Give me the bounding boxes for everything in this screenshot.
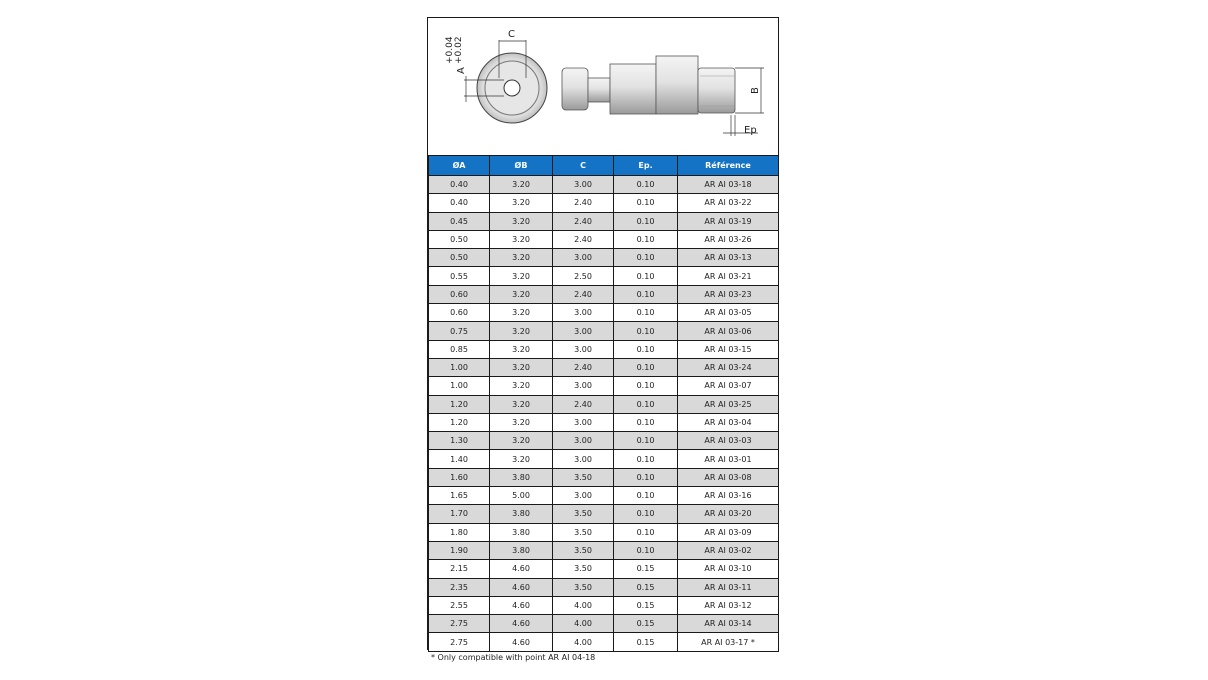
cell-diameter-a: 2.75 bbox=[429, 633, 490, 651]
table-row bbox=[429, 541, 779, 559]
cell-diameter-a: 0.75 bbox=[429, 322, 490, 340]
cell-reference: AR AI 03-20 bbox=[678, 505, 779, 523]
cell-c: 3.50 bbox=[553, 468, 614, 486]
table-row bbox=[429, 377, 779, 395]
cell-diameter-a: 1.90 bbox=[429, 541, 490, 559]
table-row bbox=[429, 413, 779, 431]
cell-ep: 0.15 bbox=[614, 560, 678, 578]
cell-reference: AR AI 03-08 bbox=[678, 468, 779, 486]
table-row bbox=[429, 322, 779, 340]
cell-reference: AR AI 03-10 bbox=[678, 560, 779, 578]
cell-c: 3.50 bbox=[553, 578, 614, 596]
cell-diameter-b: 3.80 bbox=[490, 523, 553, 541]
cell-c: 2.50 bbox=[553, 267, 614, 285]
cell-ep: 0.10 bbox=[614, 285, 678, 303]
cell-diameter-a: 0.50 bbox=[429, 230, 490, 248]
cell-diameter-a: 1.80 bbox=[429, 523, 490, 541]
cell-reference: AR AI 03-13 bbox=[678, 249, 779, 267]
cell-reference: AR AI 03-11 bbox=[678, 578, 779, 596]
cell-reference: AR AI 03-22 bbox=[678, 194, 779, 212]
cell-diameter-a: 1.60 bbox=[429, 468, 490, 486]
table-row bbox=[429, 560, 779, 578]
cell-diameter-a: 1.65 bbox=[429, 487, 490, 505]
table-row bbox=[429, 523, 779, 541]
table-row bbox=[429, 358, 779, 376]
table-row bbox=[429, 596, 779, 614]
cell-diameter-a: 0.50 bbox=[429, 249, 490, 267]
cell-ep: 0.10 bbox=[614, 176, 678, 194]
cell-reference: AR AI 03-04 bbox=[678, 413, 779, 431]
cell-c: 3.50 bbox=[553, 541, 614, 559]
table-row bbox=[429, 615, 779, 633]
cell-diameter-b: 3.80 bbox=[490, 541, 553, 559]
header-diameter-a: ØA bbox=[429, 156, 490, 176]
table-row bbox=[429, 487, 779, 505]
table-row bbox=[429, 194, 779, 212]
cell-diameter-b: 3.20 bbox=[490, 432, 553, 450]
cell-c: 3.50 bbox=[553, 523, 614, 541]
cell-c: 2.40 bbox=[553, 285, 614, 303]
cell-c: 4.00 bbox=[553, 633, 614, 651]
table-row bbox=[429, 285, 779, 303]
cell-diameter-a: 0.40 bbox=[429, 194, 490, 212]
cell-c: 3.00 bbox=[553, 304, 614, 322]
cell-c: 2.40 bbox=[553, 212, 614, 230]
header-reference: Référence bbox=[678, 156, 779, 176]
table-row bbox=[429, 176, 779, 194]
cell-diameter-a: 2.75 bbox=[429, 615, 490, 633]
cell-diameter-b: 3.20 bbox=[490, 413, 553, 431]
cell-reference: AR AI 03-19 bbox=[678, 212, 779, 230]
spec-sheet bbox=[427, 17, 779, 650]
cell-ep: 0.15 bbox=[614, 615, 678, 633]
cell-diameter-a: 1.30 bbox=[429, 432, 490, 450]
cell-reference: AR AI 03-21 bbox=[678, 267, 779, 285]
dimension-label-ep: Ep bbox=[744, 125, 757, 136]
cell-reference: AR AI 03-25 bbox=[678, 395, 779, 413]
cell-c: 3.50 bbox=[553, 505, 614, 523]
cell-diameter-a: 0.45 bbox=[429, 212, 490, 230]
header-diameter-b: ØB bbox=[490, 156, 553, 176]
dimensions-table bbox=[428, 155, 779, 652]
cell-ep: 0.10 bbox=[614, 523, 678, 541]
cell-c: 3.00 bbox=[553, 340, 614, 358]
cell-ep: 0.10 bbox=[614, 541, 678, 559]
cell-diameter-b: 3.20 bbox=[490, 176, 553, 194]
cell-c: 3.00 bbox=[553, 322, 614, 340]
cell-reference: AR AI 03-01 bbox=[678, 450, 779, 468]
part-drawing-svg bbox=[428, 18, 778, 155]
tolerance-upper: +0.04 bbox=[445, 36, 455, 64]
cell-diameter-a: 0.60 bbox=[429, 304, 490, 322]
cell-ep: 0.10 bbox=[614, 322, 678, 340]
cell-ep: 0.10 bbox=[614, 432, 678, 450]
cell-diameter-b: 3.20 bbox=[490, 377, 553, 395]
table-row bbox=[429, 267, 779, 285]
cell-diameter-a: 2.55 bbox=[429, 596, 490, 614]
cell-diameter-b: 3.20 bbox=[490, 212, 553, 230]
cell-diameter-a: 1.00 bbox=[429, 358, 490, 376]
side-view bbox=[562, 56, 764, 136]
cell-c: 2.40 bbox=[553, 395, 614, 413]
cell-reference: AR AI 03-16 bbox=[678, 487, 779, 505]
cell-c: 2.40 bbox=[553, 358, 614, 376]
cell-diameter-a: 1.00 bbox=[429, 377, 490, 395]
dimension-label-a: A bbox=[456, 67, 467, 74]
header-c: C bbox=[553, 156, 614, 176]
table-row bbox=[429, 578, 779, 596]
cell-diameter-a: 2.35 bbox=[429, 578, 490, 596]
cell-ep: 0.10 bbox=[614, 450, 678, 468]
cell-diameter-b: 3.20 bbox=[490, 194, 553, 212]
cell-diameter-b: 4.60 bbox=[490, 633, 553, 651]
dimension-label-b: B bbox=[750, 87, 761, 94]
cell-reference: AR AI 03-09 bbox=[678, 523, 779, 541]
cell-ep: 0.15 bbox=[614, 578, 678, 596]
cell-diameter-a: 1.70 bbox=[429, 505, 490, 523]
cell-c: 3.00 bbox=[553, 249, 614, 267]
cell-diameter-b: 3.20 bbox=[490, 450, 553, 468]
cell-ep: 0.10 bbox=[614, 212, 678, 230]
cell-diameter-b: 5.00 bbox=[490, 487, 553, 505]
cell-reference: AR AI 03-15 bbox=[678, 340, 779, 358]
table-row bbox=[429, 432, 779, 450]
cell-reference: AR AI 03-14 bbox=[678, 615, 779, 633]
table-row bbox=[429, 633, 779, 651]
cell-diameter-b: 3.80 bbox=[490, 468, 553, 486]
cell-ep: 0.10 bbox=[614, 505, 678, 523]
cell-reference: AR AI 03-03 bbox=[678, 432, 779, 450]
cell-ep: 0.10 bbox=[614, 358, 678, 376]
cell-diameter-a: 0.55 bbox=[429, 267, 490, 285]
cell-c: 3.00 bbox=[553, 413, 614, 431]
header-ep: Ep. bbox=[614, 156, 678, 176]
cell-diameter-b: 4.60 bbox=[490, 578, 553, 596]
table-row bbox=[429, 468, 779, 486]
cell-c: 2.40 bbox=[553, 194, 614, 212]
cell-c: 3.00 bbox=[553, 487, 614, 505]
cell-diameter-a: 0.60 bbox=[429, 285, 490, 303]
cell-c: 2.40 bbox=[553, 230, 614, 248]
table-row bbox=[429, 230, 779, 248]
cell-ep: 0.10 bbox=[614, 194, 678, 212]
cell-diameter-a: 1.20 bbox=[429, 395, 490, 413]
cell-ep: 0.10 bbox=[614, 413, 678, 431]
cell-c: 3.00 bbox=[553, 432, 614, 450]
cell-reference: AR AI 03-26 bbox=[678, 230, 779, 248]
cell-ep: 0.10 bbox=[614, 230, 678, 248]
cell-diameter-b: 4.60 bbox=[490, 615, 553, 633]
table-row bbox=[429, 340, 779, 358]
cell-c: 3.00 bbox=[553, 450, 614, 468]
cell-ep: 0.15 bbox=[614, 633, 678, 651]
cell-diameter-a: 0.85 bbox=[429, 340, 490, 358]
cell-diameter-b: 3.20 bbox=[490, 285, 553, 303]
cell-reference: AR AI 03-02 bbox=[678, 541, 779, 559]
dimension-label-c: C bbox=[508, 29, 515, 40]
cell-diameter-b: 3.20 bbox=[490, 395, 553, 413]
cell-ep: 0.10 bbox=[614, 249, 678, 267]
table-header-row bbox=[429, 156, 779, 176]
cell-diameter-b: 3.20 bbox=[490, 340, 553, 358]
technical-drawing bbox=[428, 18, 778, 155]
table-body bbox=[429, 176, 779, 652]
table-row bbox=[429, 249, 779, 267]
table-row bbox=[429, 450, 779, 468]
cell-ep: 0.10 bbox=[614, 468, 678, 486]
table-row bbox=[429, 505, 779, 523]
cell-ep: 0.10 bbox=[614, 340, 678, 358]
cell-ep: 0.10 bbox=[614, 377, 678, 395]
cell-diameter-b: 3.20 bbox=[490, 249, 553, 267]
cell-diameter-b: 3.80 bbox=[490, 505, 553, 523]
cell-reference: AR AI 03-05 bbox=[678, 304, 779, 322]
cell-reference: AR AI 03-24 bbox=[678, 358, 779, 376]
cell-diameter-b: 4.60 bbox=[490, 596, 553, 614]
cell-c: 4.00 bbox=[553, 596, 614, 614]
cell-c: 3.50 bbox=[553, 560, 614, 578]
cell-reference: AR AI 03-23 bbox=[678, 285, 779, 303]
cell-reference: AR AI 03-18 bbox=[678, 176, 779, 194]
cell-c: 4.00 bbox=[553, 615, 614, 633]
cell-diameter-a: 1.40 bbox=[429, 450, 490, 468]
cell-diameter-b: 3.20 bbox=[490, 267, 553, 285]
cell-reference: AR AI 03-06 bbox=[678, 322, 779, 340]
cell-diameter-b: 3.20 bbox=[490, 304, 553, 322]
table-row bbox=[429, 304, 779, 322]
footnote: * Only compatible with point AR AI 04-18 bbox=[431, 653, 596, 662]
end-view bbox=[464, 40, 547, 123]
cell-c: 3.00 bbox=[553, 176, 614, 194]
cell-c: 3.00 bbox=[553, 377, 614, 395]
cell-diameter-b: 3.20 bbox=[490, 358, 553, 376]
cell-reference: AR AI 03-17 * bbox=[678, 633, 779, 651]
tolerance-lower: +0.02 bbox=[454, 36, 464, 64]
cell-reference: AR AI 03-12 bbox=[678, 596, 779, 614]
cell-ep: 0.10 bbox=[614, 304, 678, 322]
cell-ep: 0.10 bbox=[614, 267, 678, 285]
cell-diameter-a: 1.20 bbox=[429, 413, 490, 431]
cell-ep: 0.15 bbox=[614, 596, 678, 614]
cell-diameter-b: 3.20 bbox=[490, 230, 553, 248]
cell-diameter-a: 2.15 bbox=[429, 560, 490, 578]
table-row bbox=[429, 395, 779, 413]
table-row bbox=[429, 212, 779, 230]
cell-diameter-b: 4.60 bbox=[490, 560, 553, 578]
cell-diameter-b: 3.20 bbox=[490, 322, 553, 340]
cell-ep: 0.10 bbox=[614, 487, 678, 505]
cell-reference: AR AI 03-07 bbox=[678, 377, 779, 395]
cell-ep: 0.10 bbox=[614, 395, 678, 413]
cell-diameter-a: 0.40 bbox=[429, 176, 490, 194]
